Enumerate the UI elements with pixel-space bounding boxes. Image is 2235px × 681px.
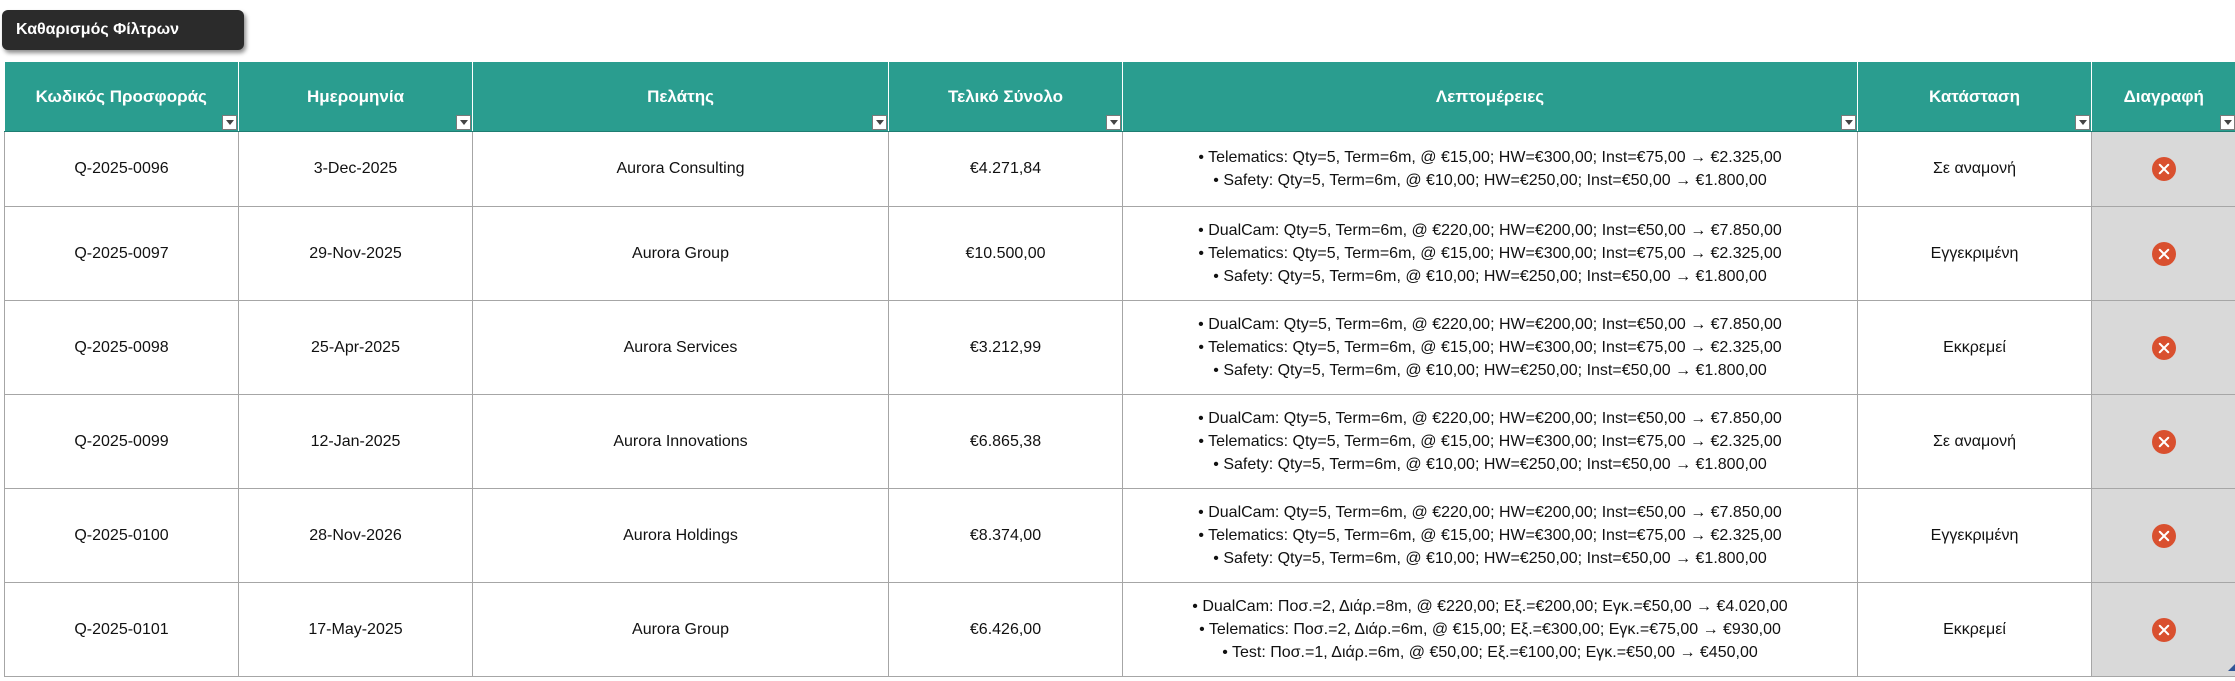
header-row (5, 62, 2235, 132)
details-cell[interactable] (1123, 395, 1858, 489)
close-circle-icon[interactable] (2152, 618, 2176, 642)
status-cell[interactable]: Εκκρεμεί (1858, 301, 2092, 395)
date-cell[interactable]: 3-Dec-2025 (239, 132, 473, 207)
details-cell[interactable] (1123, 301, 1858, 395)
detail-line: • Telematics: Qty=5, Term=6m, @ €15,00; HW=€300,00; Inst=€75,00 → €2.325,00 (1198, 245, 1782, 262)
close-circle-icon[interactable] (2152, 157, 2176, 181)
delete-cell (2092, 207, 2235, 301)
delete-cell (2092, 583, 2235, 677)
date-cell[interactable]: 25-Apr-2025 (239, 301, 473, 395)
column-header-label: Τελικό Σύνολο (948, 86, 1063, 106)
filter-dropdown-icon[interactable] (456, 115, 471, 130)
column-header-label: Πελάτης (647, 86, 714, 106)
status-cell[interactable]: Σε αναμονή (1858, 132, 2092, 207)
table-row (5, 583, 2235, 677)
quote-code-cell[interactable]: Q-2025-0101 (5, 583, 239, 677)
detail-line: • DualCam: Qty=5, Term=6m, @ €220,00; HW=€200,00; Inst=€50,00 → €7.850,00 (1198, 222, 1782, 239)
quote-code-cell[interactable]: Q-2025-0099 (5, 395, 239, 489)
client-cell[interactable]: Aurora Holdings (473, 489, 889, 583)
filter-dropdown-icon[interactable] (1841, 115, 1856, 130)
delete-cell (2092, 132, 2235, 207)
delete-cell (2092, 489, 2235, 583)
client-cell[interactable]: Aurora Innovations (473, 395, 889, 489)
delete-cell (2092, 301, 2235, 395)
column-header-label: Κατάσταση (1928, 86, 2021, 106)
column-header-date (239, 62, 473, 132)
column-header-status (1858, 62, 2092, 132)
detail-line: • Telematics: Qty=5, Term=6m, @ €15,00; HW=€300,00; Inst=€75,00 → €2.325,00 (1198, 433, 1782, 450)
detail-line: • Telematics: Ποσ.=2, Διάρ.=6m, @ €15,00; Εξ.=€300,00; Εγκ.=€75,00 → €930,00 (1199, 621, 1781, 638)
table-resize-handle-icon[interactable] (2228, 664, 2235, 671)
detail-line: • DualCam: Qty=5, Term=6m, @ €220,00; HW=€200,00; Inst=€50,00 → €7.850,00 (1198, 504, 1782, 521)
column-header-label: Ημερομηνία (306, 86, 405, 106)
quote-code-cell[interactable]: Q-2025-0100 (5, 489, 239, 583)
total-cell[interactable]: €4.271,84 (889, 132, 1123, 207)
column-header-total (889, 62, 1123, 132)
column-header-label: Κωδικός Προσφοράς (35, 86, 207, 106)
column-header-code (5, 62, 239, 132)
column-header-label: Λεπτομέρειες (1435, 86, 1545, 106)
quote-code-cell[interactable]: Q-2025-0097 (5, 207, 239, 301)
filter-dropdown-icon[interactable] (872, 115, 887, 130)
table-row (5, 132, 2235, 207)
detail-line: • DualCam: Ποσ.=2, Διάρ.=8m, @ €220,00; Εξ.=€200,00; Εγκ.=€50,00 → €4.020,00 (1192, 598, 1788, 615)
detail-line: • Safety: Qty=5, Term=6m, @ €10,00; HW=€250,00; Inst=€50,00 → €1.800,00 (1213, 456, 1767, 473)
table-row (5, 207, 2235, 301)
status-cell[interactable]: Σε αναμονή (1858, 395, 2092, 489)
close-circle-icon[interactable] (2152, 336, 2176, 360)
close-circle-icon[interactable] (2152, 242, 2176, 266)
close-circle-icon[interactable] (2152, 524, 2176, 548)
date-cell[interactable]: 12-Jan-2025 (239, 395, 473, 489)
detail-line: • Telematics: Qty=5, Term=6m, @ €15,00; HW=€300,00; Inst=€75,00 → €2.325,00 (1198, 339, 1782, 356)
detail-line: • DualCam: Qty=5, Term=6m, @ €220,00; HW=€200,00; Inst=€50,00 → €7.850,00 (1198, 316, 1782, 333)
client-cell[interactable]: Aurora Group (473, 207, 889, 301)
detail-line: • Safety: Qty=5, Term=6m, @ €10,00; HW=€250,00; Inst=€50,00 → €1.800,00 (1213, 268, 1767, 285)
filter-dropdown-icon[interactable] (1106, 115, 1121, 130)
quote-code-cell[interactable]: Q-2025-0096 (5, 132, 239, 207)
details-cell[interactable] (1123, 489, 1858, 583)
client-cell[interactable]: Aurora Group (473, 583, 889, 677)
total-cell[interactable]: €8.374,00 (889, 489, 1123, 583)
status-cell[interactable]: Εκκρεμεί (1858, 583, 2092, 677)
detail-line: • Telematics: Qty=5, Term=6m, @ €15,00; HW=€300,00; Inst=€75,00 → €2.325,00 (1198, 149, 1782, 166)
table-row (5, 301, 2235, 395)
status-cell[interactable]: Εγγεκριμένη (1858, 489, 2092, 583)
date-cell[interactable]: 17-May-2025 (239, 583, 473, 677)
column-header-delete (2092, 62, 2235, 132)
column-header-client (473, 62, 889, 132)
client-cell[interactable]: Aurora Consulting (473, 132, 889, 207)
filter-dropdown-icon[interactable] (2220, 115, 2235, 130)
date-cell[interactable]: 29-Nov-2025 (239, 207, 473, 301)
total-cell[interactable]: €3.212,99 (889, 301, 1123, 395)
close-circle-icon[interactable] (2152, 430, 2176, 454)
details-cell[interactable] (1123, 583, 1858, 677)
total-cell[interactable]: €6.865,38 (889, 395, 1123, 489)
detail-line: • Test: Ποσ.=1, Διάρ.=6m, @ €50,00; Εξ.=€100,00; Εγκ.=€50,00 → €450,00 (1222, 644, 1758, 661)
detail-line: • Safety: Qty=5, Term=6m, @ €10,00; HW=€250,00; Inst=€50,00 → €1.800,00 (1213, 550, 1767, 567)
total-cell[interactable]: €10.500,00 (889, 207, 1123, 301)
detail-line: • Safety: Qty=5, Term=6m, @ €10,00; HW=€250,00; Inst=€50,00 → €1.800,00 (1213, 172, 1767, 189)
table-row (5, 395, 2235, 489)
quotes-table (4, 62, 2235, 677)
quote-code-cell[interactable]: Q-2025-0098 (5, 301, 239, 395)
column-header-details (1123, 62, 1858, 132)
delete-cell (2092, 395, 2235, 489)
total-cell[interactable]: €6.426,00 (889, 583, 1123, 677)
status-cell[interactable]: Εγγεκριμένη (1858, 207, 2092, 301)
details-cell[interactable] (1123, 207, 1858, 301)
filter-dropdown-icon[interactable] (222, 115, 237, 130)
detail-line: • Safety: Qty=5, Term=6m, @ €10,00; HW=€250,00; Inst=€50,00 → €1.800,00 (1213, 362, 1767, 379)
detail-line: • DualCam: Qty=5, Term=6m, @ €220,00; HW=€200,00; Inst=€50,00 → €7.850,00 (1198, 410, 1782, 427)
date-cell[interactable]: 28-Nov-2026 (239, 489, 473, 583)
detail-line: • Telematics: Qty=5, Term=6m, @ €15,00; HW=€300,00; Inst=€75,00 → €2.325,00 (1198, 527, 1782, 544)
table-row (5, 489, 2235, 583)
details-cell[interactable] (1123, 132, 1858, 207)
clear-filters-button[interactable]: Καθαρισμός Φίλτρων (2, 10, 244, 50)
client-cell[interactable]: Aurora Services (473, 301, 889, 395)
column-header-label: Διαγραφή (2123, 86, 2204, 106)
filter-dropdown-icon[interactable] (2075, 115, 2090, 130)
